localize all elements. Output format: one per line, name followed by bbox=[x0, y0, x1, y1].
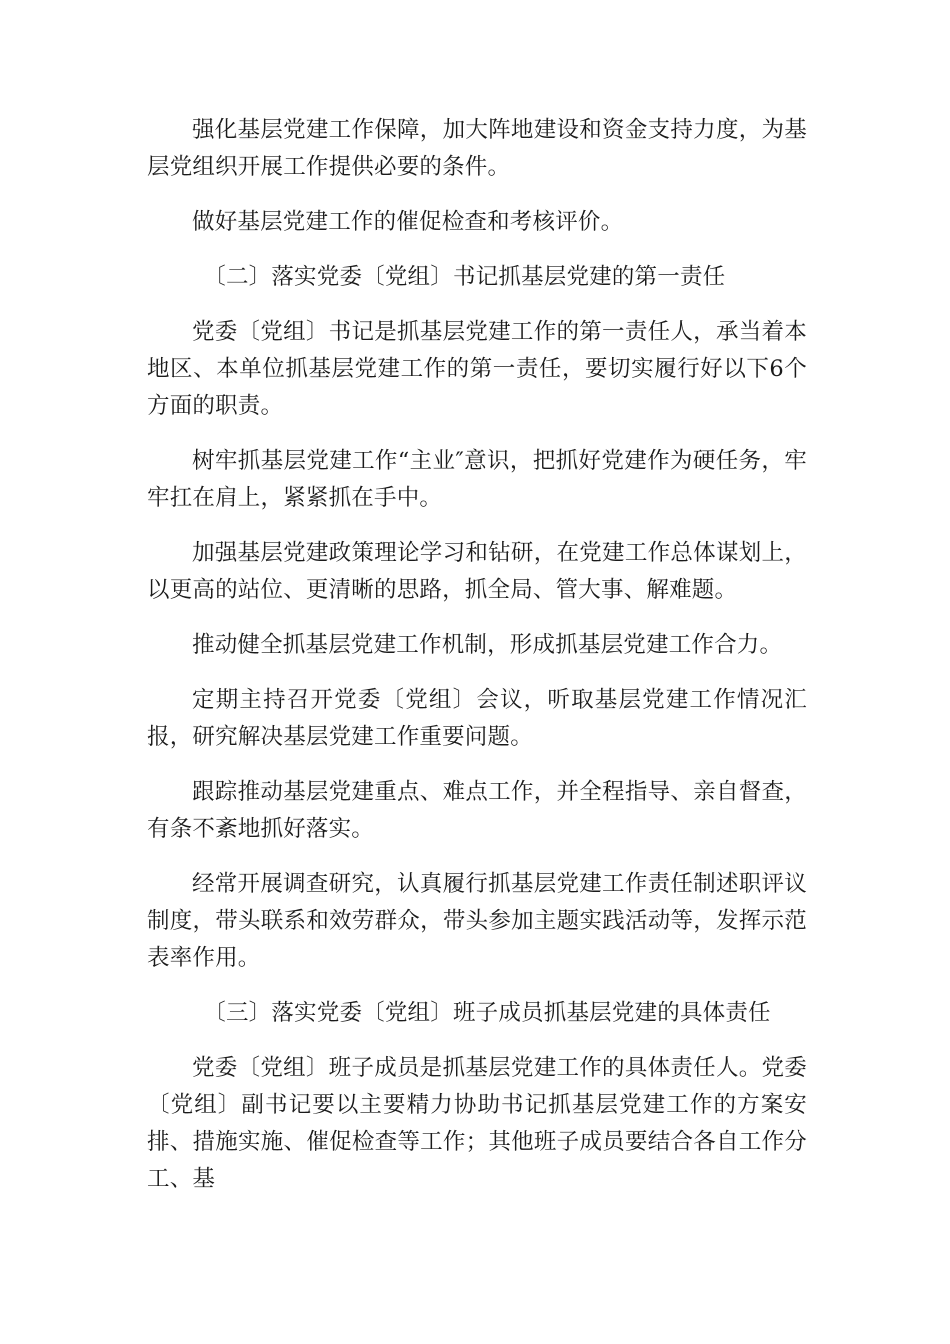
paragraph-guarantee: 强化基层党建工作保障，加大阵地建设和资金支持力度，为基层党组织开展工作提供必要的条件。 bbox=[147, 117, 807, 180]
paragraph-inspection: 做好基层党建工作的催促检查和考核评价。 bbox=[192, 209, 624, 235]
paragraph-secretary-duty: 党委〔党组〕书记是抓基层党建工作的第一责任人，承当着本地区、本单位抓基层党建工作的第一责任，要切实履行好以下6个方面的职责。 bbox=[147, 319, 807, 419]
paragraph-tracking: 跟踪推动基层党建重点、难点工作，并全程指导、亲自督查，有条不紊地抓好落实。 bbox=[147, 779, 807, 842]
document-body bbox=[147, 112, 807, 1216]
paragraph-members-duty: 党委〔党组〕班子成员是抓基层党建工作的具体责任人。党委〔党组〕副书记要以主要精力协助书记抓基层党建工作的方案安排、措施实施、催促检查等工作；其他班子成员要结合各自工作分工、基 bbox=[147, 1055, 807, 1192]
section-heading-2: 〔二〕落实党委〔党组〕书记抓基层党建的第一责任 bbox=[203, 264, 726, 290]
paragraph-mechanism: 推动健全抓基层党建工作机制，形成抓基层党建工作合力。 bbox=[192, 632, 783, 658]
paragraph-meetings: 定期主持召开党委〔党组〕会议，听取基层党建工作情况汇报，研究解决基层党建工作重要问题。 bbox=[147, 687, 807, 750]
paragraph-main-business: 树牢抓基层党建工作“主业″意识，把抓好党建作为硬任务，牢牢扛在肩上，紧紧抓在手中。 bbox=[147, 448, 807, 511]
section-heading-3: 〔三〕落实党委〔党组〕班子成员抓基层党建的具体责任 bbox=[203, 1000, 771, 1026]
paragraph-research: 经常开展调查研究，认真履行抓基层党建工作责任制述职评议制度，带头联系和效劳群众，带头参加主题实践活动等，发挥示范表率作用。 bbox=[147, 871, 807, 971]
paragraph-policy-study: 加强基层党建政策理论学习和钻研，在党建工作总体谋划上，以更高的站位、更清晰的思路，抓全局、管大事、解难题。 bbox=[147, 540, 807, 603]
